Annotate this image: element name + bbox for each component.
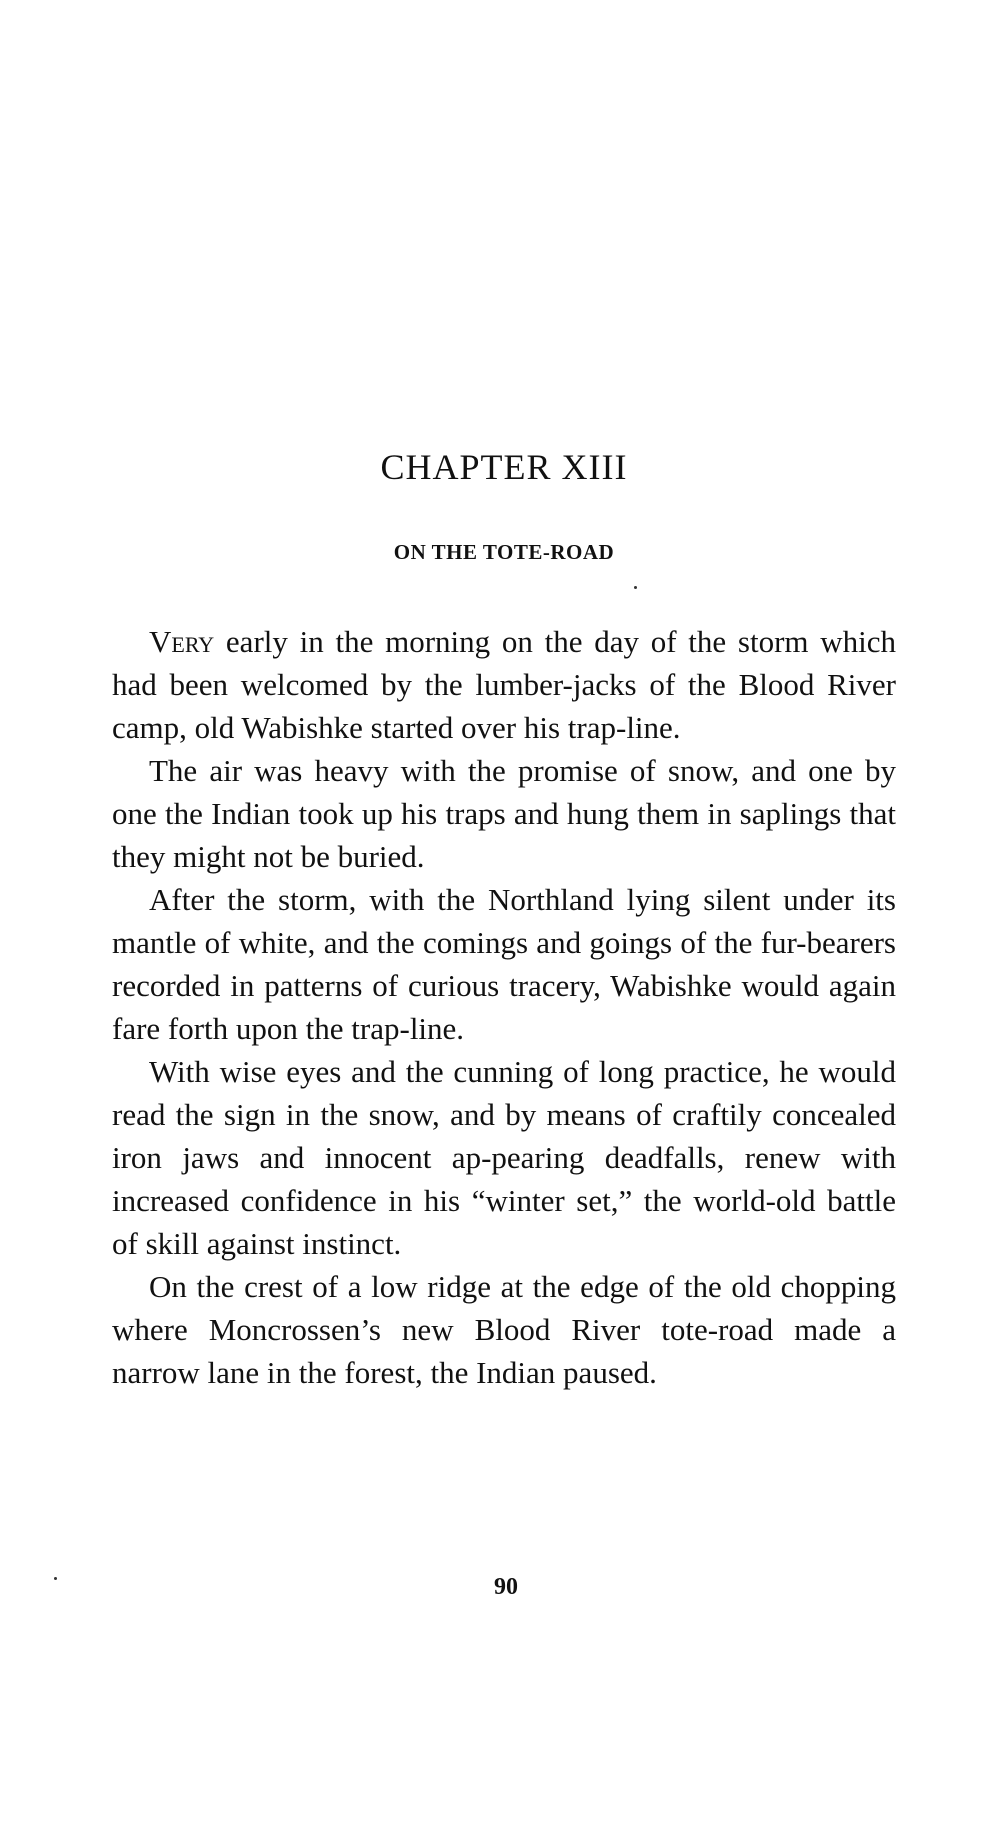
paragraph: After the storm, with the Northland lying silent under its mantle of white, and the comings and goings of the fur-bearers recorded in patterns of curious tracery, Wabishke would again fare forth upon the trap-line. bbox=[112, 882, 896, 1046]
paragraph-lead-word: Very bbox=[149, 624, 215, 659]
scan-speck bbox=[634, 586, 637, 589]
paragraph: On the crest of a low ridge at the edge of the old chopping where Moncrossen’s new Blood River tote-road made a narrow lane in the forest, the Indian paused. bbox=[112, 1269, 896, 1390]
body-text bbox=[112, 620, 896, 1394]
page-number: 90 bbox=[494, 1574, 518, 1600]
scan-speck bbox=[54, 1577, 57, 1580]
chapter-subtitle: ON THE TOTE-ROAD bbox=[393, 540, 615, 564]
paragraph bbox=[112, 620, 896, 749]
paragraph: The air was heavy with the promise of snow, and one by one the Indian took up his traps and hung them in saplings that they might not be buried. bbox=[112, 753, 896, 874]
chapter-title: CHAPTER XIII bbox=[380, 447, 628, 487]
paragraph-text: early in the morning on the day of the storm which had been welcomed by the lumber-jacks of the Blood River camp, old Wabishke started over his trap-line. bbox=[112, 624, 896, 745]
paragraph: With wise eyes and the cunning of long practice, he would read the sign in the snow, and by means of craftily concealed iron jaws and innocent ap-pearing deadfalls, renew with increased confidence in his “winter set,” the world-old battle of skill against instinct. bbox=[112, 1054, 896, 1261]
